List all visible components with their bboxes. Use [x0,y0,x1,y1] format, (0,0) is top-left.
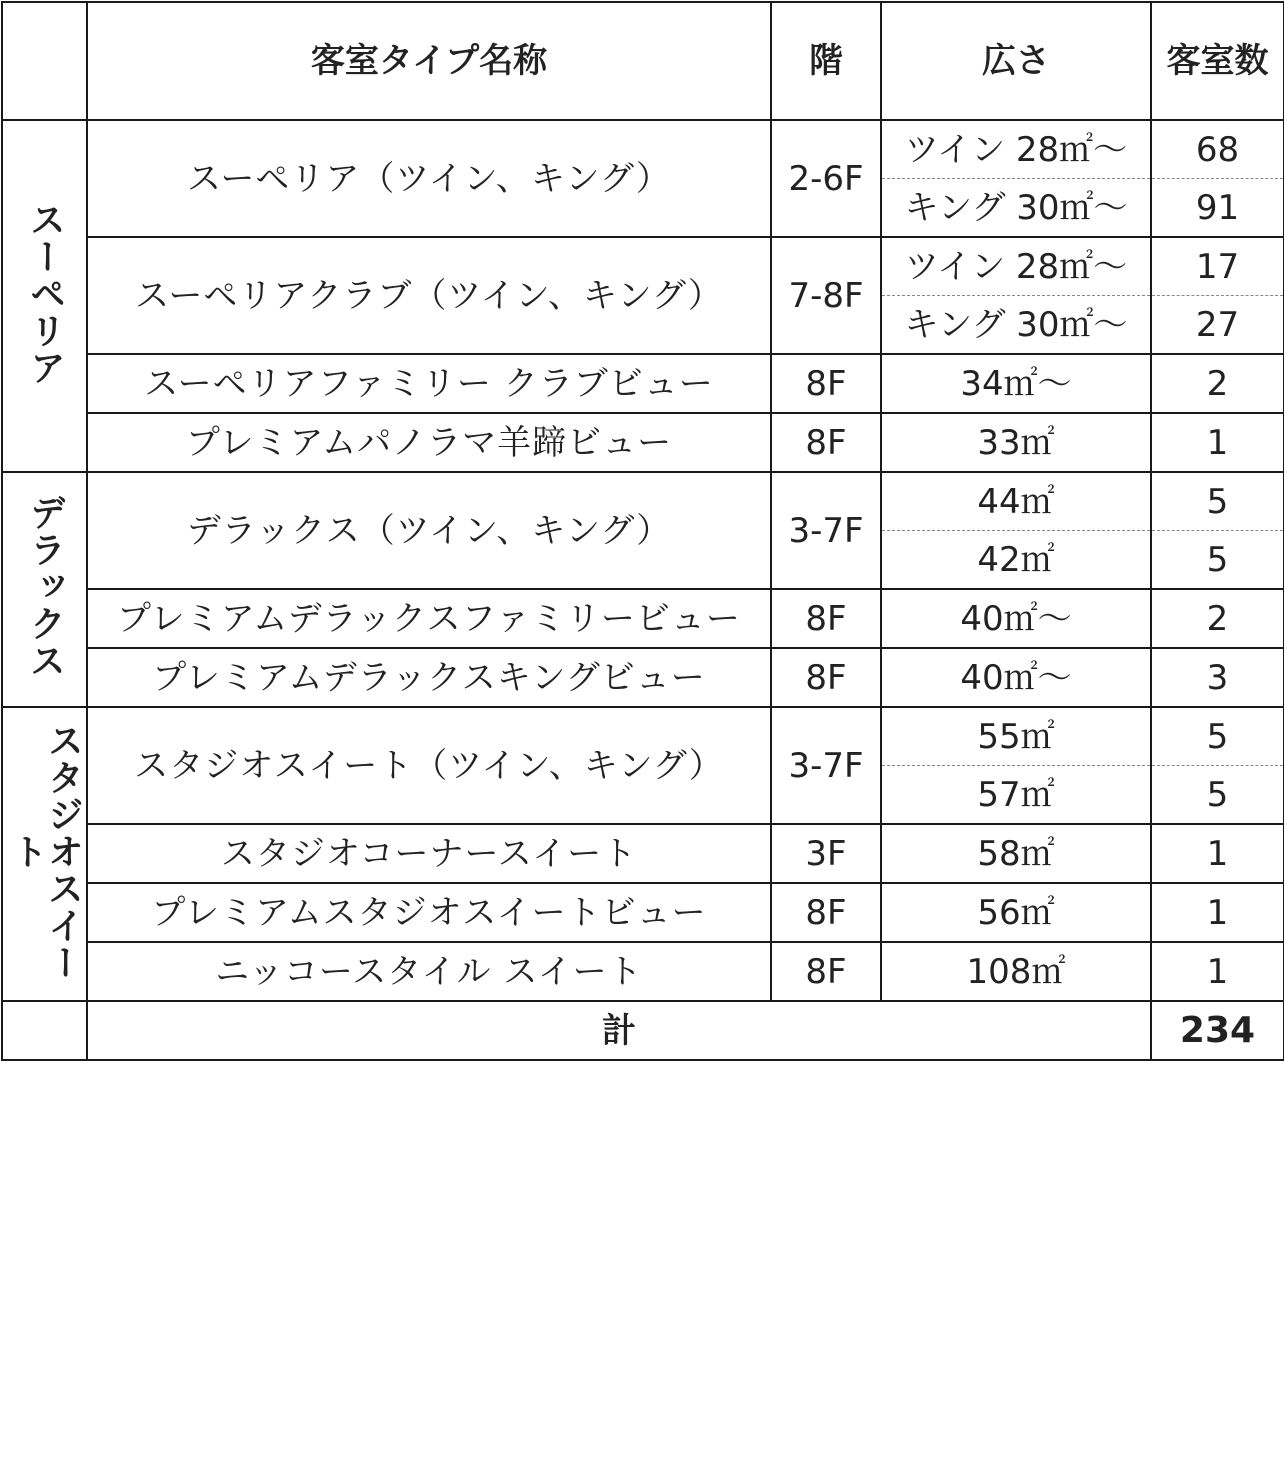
room-count: 2 [1151,354,1284,413]
room-type-name: スタジオコーナースイート [87,824,771,883]
group-label: スタジオスイート [6,721,84,981]
group-label-cell [2,120,87,472]
total-row [2,1001,1284,1060]
room-count: 1 [1151,942,1284,1001]
room-floor: 3F [771,824,881,883]
group-label-cell [2,472,87,707]
room-type-name: スーペリア（ツイン、キング） [87,120,771,237]
room-area: 57㎡ [881,766,1151,825]
room-count: 17 [1151,237,1284,296]
room-floor: 8F [771,648,881,707]
room-area: 56㎡ [881,883,1151,942]
room-type-name: プレミアムパノラマ羊蹄ビュー [87,413,771,472]
room-area: 33㎡ [881,413,1151,472]
room-type-name: プレミアムデラックスキングビュー [87,648,771,707]
room-count: 5 [1151,766,1284,825]
room-area: 40㎡～ [881,648,1151,707]
room-type-name: デラックス（ツイン、キング） [87,472,771,589]
room-count: 1 [1151,883,1284,942]
room-count: 1 [1151,413,1284,472]
room-count: 3 [1151,648,1284,707]
header-room-type-name: 客室タイプ名称 [87,2,771,120]
group-label: スーペリア [24,200,66,386]
room-floor: 2-6F [771,120,881,237]
table-body [2,2,1284,1060]
group-label: デラックス [24,494,66,679]
room-area: 58㎡ [881,824,1151,883]
group-label-cell [2,707,87,1001]
room-type-name: スーペリアクラブ（ツイン、キング） [87,237,771,354]
room-type-name: プレミアムスタジオスイートビュー [87,883,771,942]
header-area: 広さ [881,2,1151,120]
room-count: 91 [1151,179,1284,238]
room-floor: 3-7F [771,707,881,824]
room-area: キング 30㎡～ [881,179,1151,238]
room-count: 5 [1151,707,1284,766]
room-count: 5 [1151,531,1284,590]
room-count: 2 [1151,589,1284,648]
room-type-name: プレミアムデラックスファミリービュー [87,589,771,648]
room-floor: 8F [771,589,881,648]
room-floor: 8F [771,942,881,1001]
room-count: 5 [1151,472,1284,531]
header-floor: 階 [771,2,881,120]
room-area: 55㎡ [881,707,1151,766]
total-label: 計 [87,1001,1151,1060]
total-empty-cell [2,1001,87,1060]
total-value: 234 [1151,1001,1284,1060]
room-area: 44㎡ [881,472,1151,531]
room-area: ツイン 28㎡～ [881,120,1151,179]
room-area: 108㎡ [881,942,1151,1001]
room-count: 27 [1151,296,1284,355]
table-row [2,707,1284,766]
room-floor: 8F [771,354,881,413]
room-area: 34㎡～ [881,354,1151,413]
room-area: ツイン 28㎡～ [881,237,1151,296]
table-row [2,472,1284,531]
table-row [2,120,1284,179]
room-type-name: ニッコースタイル スイート [87,942,771,1001]
room-area: 42㎡ [881,531,1151,590]
room-count: 1 [1151,824,1284,883]
room-floor: 8F [771,883,881,942]
room-area: 40㎡～ [881,589,1151,648]
room-floor: 7-8F [771,237,881,354]
header-room-count: 客室数 [1151,2,1284,120]
room-count: 68 [1151,120,1284,179]
header-group-cell [2,2,87,120]
room-type-table [1,1,1284,1061]
header-row [2,2,1284,120]
table-row [2,237,1284,296]
room-type-name: スタジオスイート（ツイン、キング） [87,707,771,824]
room-floor: 3-7F [771,472,881,589]
room-floor: 8F [771,413,881,472]
room-type-name: スーペリアファミリー クラブビュー [87,354,771,413]
room-area: キング 30㎡～ [881,296,1151,355]
